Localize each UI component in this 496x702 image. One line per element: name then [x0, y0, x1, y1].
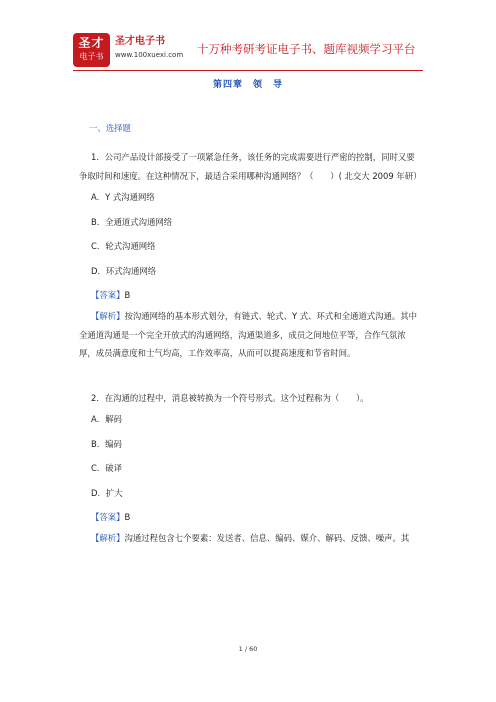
page-header	[73, 33, 433, 67]
option-b: B．全通道式沟通网络	[91, 216, 173, 227]
brand-url[interactable]: www.100xuexi.com	[115, 51, 184, 59]
answer-value: B	[124, 290, 131, 300]
brand-name: 圣才电子书	[115, 36, 165, 47]
header-slogan: 十万种考研考证电子书、题库视频学习平台	[197, 42, 416, 56]
brand-block	[115, 35, 183, 61]
answer-line	[91, 505, 421, 529]
answer-line	[91, 283, 421, 307]
page-number: 1 / 60	[238, 645, 258, 653]
answer-tag: 【答案】	[91, 512, 125, 522]
question-1	[79, 148, 421, 363]
spacer	[79, 363, 421, 389]
option-a: A．Y 式沟通网络	[91, 192, 155, 202]
analysis-text: 按沟通网络的基本形式划分，有链式、轮式、Y 式、环式和全通道式沟通。其中全通道沟通是一个完全开放式的沟通网络，沟通渠道多，成员之间地位平等，合作气氛浓厚，成员满意度和士气均高，工作效率高，从而可以提高速度和节省时间。	[79, 311, 418, 358]
logo-text-top: 圣才	[78, 36, 105, 50]
option-b: B．编码	[91, 438, 122, 449]
analysis-tag: 【解析】	[91, 311, 125, 321]
logo-text-bottom: 电子书	[79, 52, 104, 61]
analysis-paragraph	[79, 529, 421, 548]
brand-logo	[73, 33, 110, 67]
option-c: C．轮式沟通网络	[91, 241, 156, 251]
analysis-tag: 【解析】	[91, 533, 125, 543]
document-body	[79, 122, 421, 548]
header-divider	[73, 70, 423, 71]
answer-value: B	[124, 512, 131, 522]
analysis-text: 沟通过程包含七个要素：发送者、信息、编码、媒介、解码、反馈、噪声。其	[124, 533, 410, 543]
section-title: 一、选择题	[89, 123, 131, 133]
question-2	[79, 389, 421, 548]
answer-tag: 【答案】	[91, 290, 125, 300]
option-a: A．解码	[91, 414, 122, 424]
chapter-title: 第四章 领 导	[212, 80, 283, 90]
question-stem: 2．在沟通的过程中，消息被转换为一个符号形式。这个过程称为（ ）。	[91, 392, 369, 403]
option-d: D．环式沟通网络	[91, 265, 157, 276]
question-stem: 1．公司产品设计部接受了一项紧急任务，该任务的完成需要进行严密的控制，同时又要争取时间和速度。在这种情况下，最适合采用哪种沟通网络？（ ）( 北交大 2009 年研）	[79, 152, 422, 181]
analysis-paragraph	[79, 307, 421, 363]
option-d: D．扩大	[91, 487, 123, 498]
option-c: C．破译	[91, 463, 122, 473]
